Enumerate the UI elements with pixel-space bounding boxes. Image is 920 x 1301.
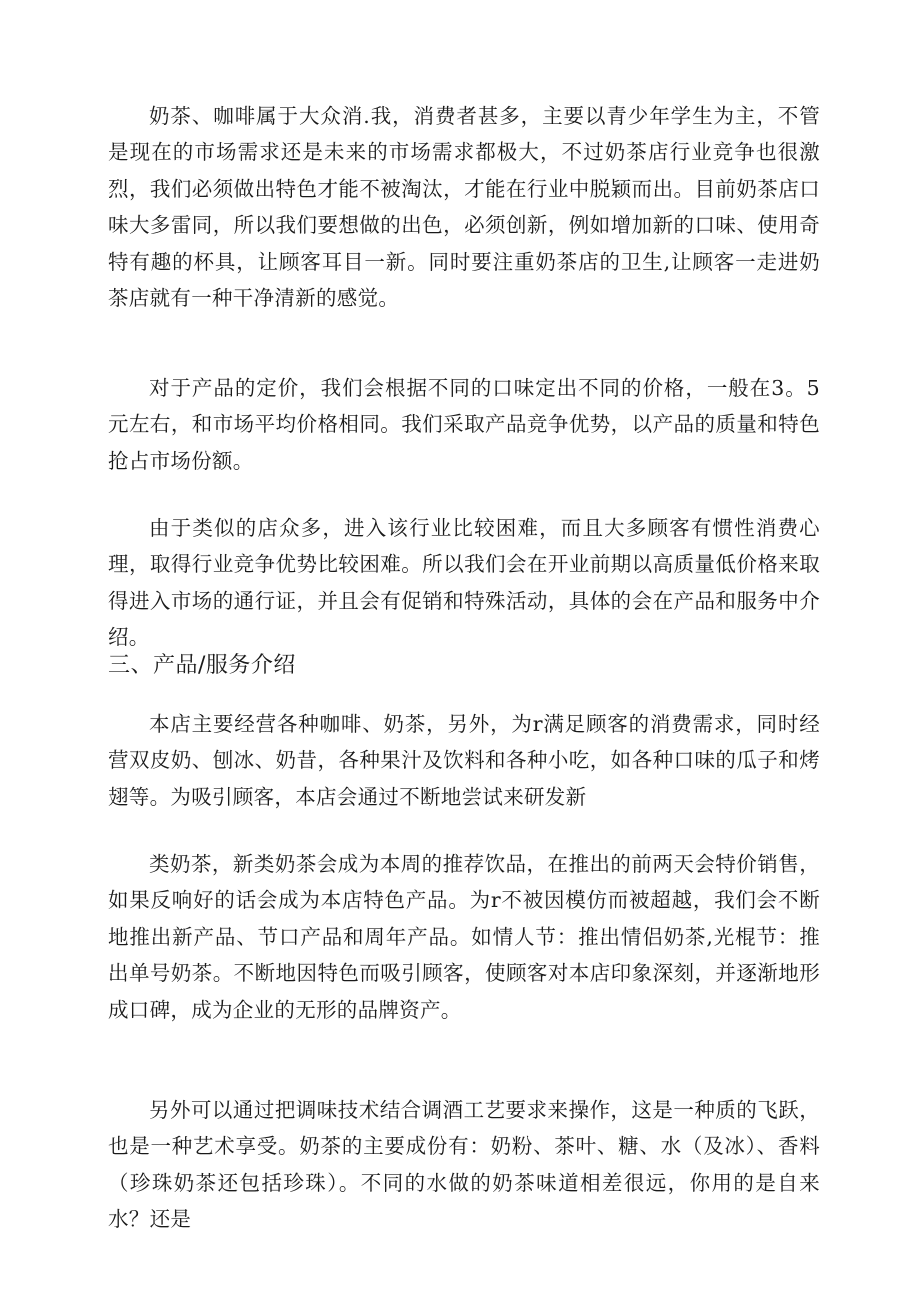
paragraph-market-overview: 奶茶、咖啡属于大众消.我，消费者甚多，主要以青少年学生为主，不管是现在的市场需求还是未来的市场需求都极大，不过奶茶店行业竞争也很激烈，我们必须做出特色才能不被淘汰，才能在行业中脱颖而出。目前奶茶店口味大多雷同，所以我们要想做的出色，必须创新，例如增加新的口味、使用奇特有趣的杯具，让顾客耳目一新。同时要注重奶茶店的卫生,让顾客一走进奶茶店就有一种干净清新的感觉。: [108, 104, 820, 311]
paragraph-competition: 由于类似的店众多，进入该行业比较困难，而且大多顾客有惯性消费心理，取得行业竞争优势比较困难。所以我们会在开业前期以高质量低价格来取得进入市场的通行证，并且会有促销和特殊活动，具体的会在产品和服务中介绍。: [108, 516, 820, 650]
paragraph-new-products: 类奶茶，新类奶茶会成为本周的推荐饮品，在推出的前两天会特价销售，如果反响好的话会成为本店特色产品。为r不被因模仿而被超越，我们会不断地推出新产品、节口产品和周年产品。如情人节：推出情侣奶茶,光棍节：推出单号奶茶。不断地因特色而吸引顾客，使顾客对本店印象深刻，并逐渐地形成口碑，成为企业的无形的品牌资产。: [108, 852, 820, 1022]
section-heading-products-services: 三、产品/服务介绍: [108, 653, 296, 678]
paragraph-craft-ingredients: 另外可以通过把调味技术结合调酒工艺要求来操作，这是一种质的飞跃，也是一种艺术享受。奶茶的主要成份有：奶粉、茶叶、糖、水（及冰）、香料（珍珠奶茶还包括珍珠）。不同的水做的奶茶味道相差很远，你用的是自来水？还是: [108, 1098, 820, 1232]
paragraph-pricing: 对于产品的定价，我们会根据不同的口味定出不同的价格，一般在3。5元左右，和市场平均价格相同。我们采取产品竞争优势，以产品的质量和特色抢占市场份额。: [108, 376, 820, 473]
paragraph-products-offered: 本店主要经营各种咖啡、奶茶，另外，为r满足顾客的消费需求，同时经营双皮奶、刨冰、奶昔，各种果汁及饮料和各种小吃，如各种口味的瓜子和烤翅等。为吸引顾客，本店会通过不断地尝试来研发新: [108, 712, 820, 809]
